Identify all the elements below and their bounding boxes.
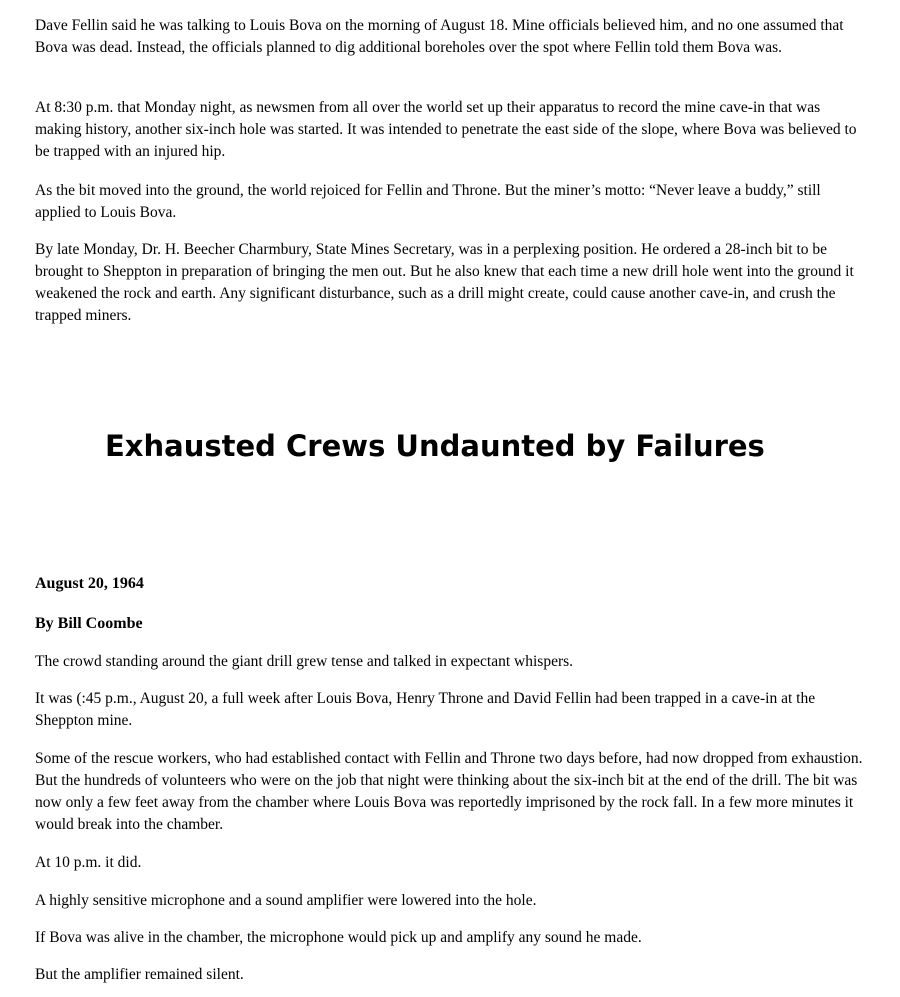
intro-paragraph-2: At 8:30 p.m. that Monday night, as newsmen from all over the world set up their apparatus to record the mine cave-in that was making history, another six-inch hole was started. It was intended to penetrate the east side of the slope, where Bova was believed to be trapped with an injured hip. (35, 99, 857, 160)
intro-paragraph-1: Dave Fellin said he was talking to Louis Bova on the morning of August 18. Mine officials believed him, and no one assumed that Bova was dead. Instead, the officials planned to dig additional boreholes over the spot where Fellin told them Bova was. (35, 17, 844, 56)
article-date: August 20, 1964 (35, 575, 144, 592)
article-paragraph-3: Some of the rescue workers, who had established contact with Fellin and Throne two days before, had now dropped from exhaustion. But the hundreds of volunteers who were on the job that night were thinking about the six-inch bit at the end of the drill. The bit was now only a few feet away from the chamber where Louis Bova was reportedly imprisoned by the rock fall. In a few more minutes it would break into the chamber. (35, 750, 863, 833)
article-paragraph-1: The crowd standing around the giant drill grew tense and talked in expectant whispers. (35, 653, 574, 670)
article-paragraph-5: A highly sensitive microphone and a sound amplifier were lowered into the hole. (35, 892, 537, 909)
intro-paragraph-3: As the bit moved into the ground, the world rejoiced for Fellin and Throne. But the miner’s motto: “Never leave a buddy,” still applied to Louis Bova. (35, 182, 821, 221)
article-headline: Exhausted Crews Undaunted by Failures (105, 429, 765, 463)
article-byline: By Bill Coombe (35, 615, 143, 632)
article-paragraph-7: But the amplifier remained silent. (35, 966, 244, 983)
intro-paragraph-4: By late Monday, Dr. H. Beecher Charmbury, State Mines Secretary, was in a perplexing position. He ordered a 28-inch bit to be brought to Sheppton in preparation of bringing the men out. But he also knew that each time a new drill hole went into the ground it weakened the rock and earth. Any significant disturbance, such as a drill might create, could cause another cave-in, and crush the trapped miners. (35, 241, 854, 324)
article-paragraph-6: If Bova was alive in the chamber, the microphone would pick up and amplify any sound he made. (35, 929, 642, 946)
article-paragraph-4: At 10 p.m. it did. (35, 854, 142, 871)
article-paragraph-2: It was (:45 p.m., August 20, a full week after Louis Bova, Henry Throne and David Fellin had been trapped in a cave-in at the Sheppton mine. (35, 690, 816, 729)
